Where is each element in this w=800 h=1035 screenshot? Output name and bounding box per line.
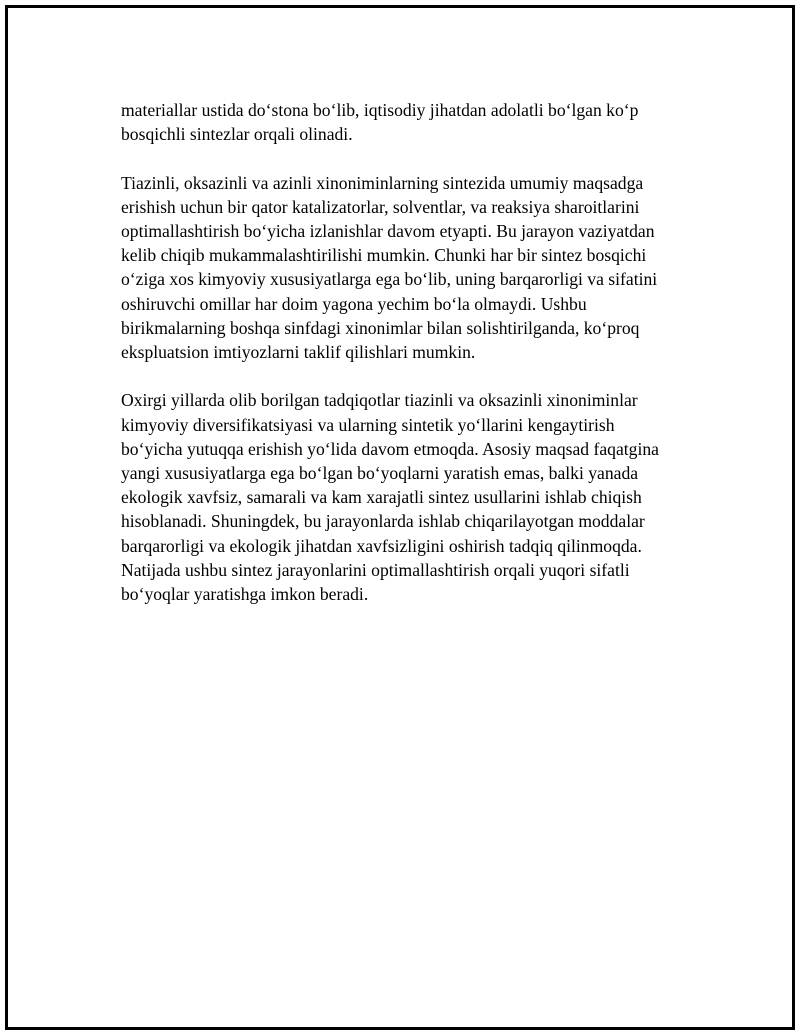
text-line: bosqichli sintezlar orqali olinadi. [121,124,353,145]
text-line: birikmalarning boshqa sinfdagi xinonimlar bilan solishtirilganda, ko‘proq [121,317,640,338]
document-body [121,98,711,630]
text-line: optimallashtirish bo‘yicha izlanishlar davom etyapti. Bu jarayon vaziyatdan [121,221,655,241]
text-line: erishish uchun bir qator katalizatorlar, solventlar, va reaksiya sharoitlarini [121,196,640,217]
text-line: Natijada ushbu sintez jarayonlarini optimallashtirish orqali yuqori sifatli [121,559,630,580]
text-line: hisoblanadi. Shuningdek, bu jarayonlarda ishlab chiqarilayotgan moddalar [121,511,645,532]
text-line: materiallar ustida do‘stona bo‘lib, iqtisodiy jihatdan adolatli bo‘lgan ko‘p [121,100,639,120]
text-line: ekspluatsion imtiyozlarni taklif qilishlari mumkin. [121,342,476,363]
text-line: o‘ziga xos kimyoviy xususiyatlarga ega bo‘lib, uning barqarorligi va sifatini [121,269,658,290]
text-line: kimyoviy diversifikatsiyasi va ularning sintetik yo‘llarini kengaytirish [121,414,615,435]
paragraph-2 [121,171,711,365]
page-frame [5,5,795,1030]
text-line: bo‘yoqlar yaratishga imkon beradi. [121,584,369,605]
text-line: ekologik xavfsiz, samarali va kam xarajatli sintez usullarini ishlab chiqish [121,487,642,508]
text-line: yangi xususiyatlarga ega bo‘lgan bo‘yoqlarni yaratish emas, balki yanada [121,463,639,484]
text-line: Oxirgi yillarda olib borilgan tadqiqotlar tiazinli va oksazinli xinoniminlar [121,390,638,411]
text-line: kelib chiqib mukammalashtirilishi mumkin. Chunki har bir sintez bosqichi [121,245,647,266]
text-line: bo‘yicha yutuqqa erishish yo‘lida davom etmoqda. Asosiy maqsad faqatgina [121,438,659,459]
text-line: Tiazinli, oksazinli va azinli xinoniminlarning sintezida umumiy maqsadga [121,172,644,193]
text-line: oshiruvchi omillar har doim yagona yechim bo‘la olmaydi. Ushbu [121,293,587,314]
paragraph-3 [121,388,711,606]
paragraph-1 [121,98,711,146]
text-line: barqarorligi va ekologik jihatdan xavfsizligini oshirish tadqiq qilinmoqda. [121,535,642,556]
